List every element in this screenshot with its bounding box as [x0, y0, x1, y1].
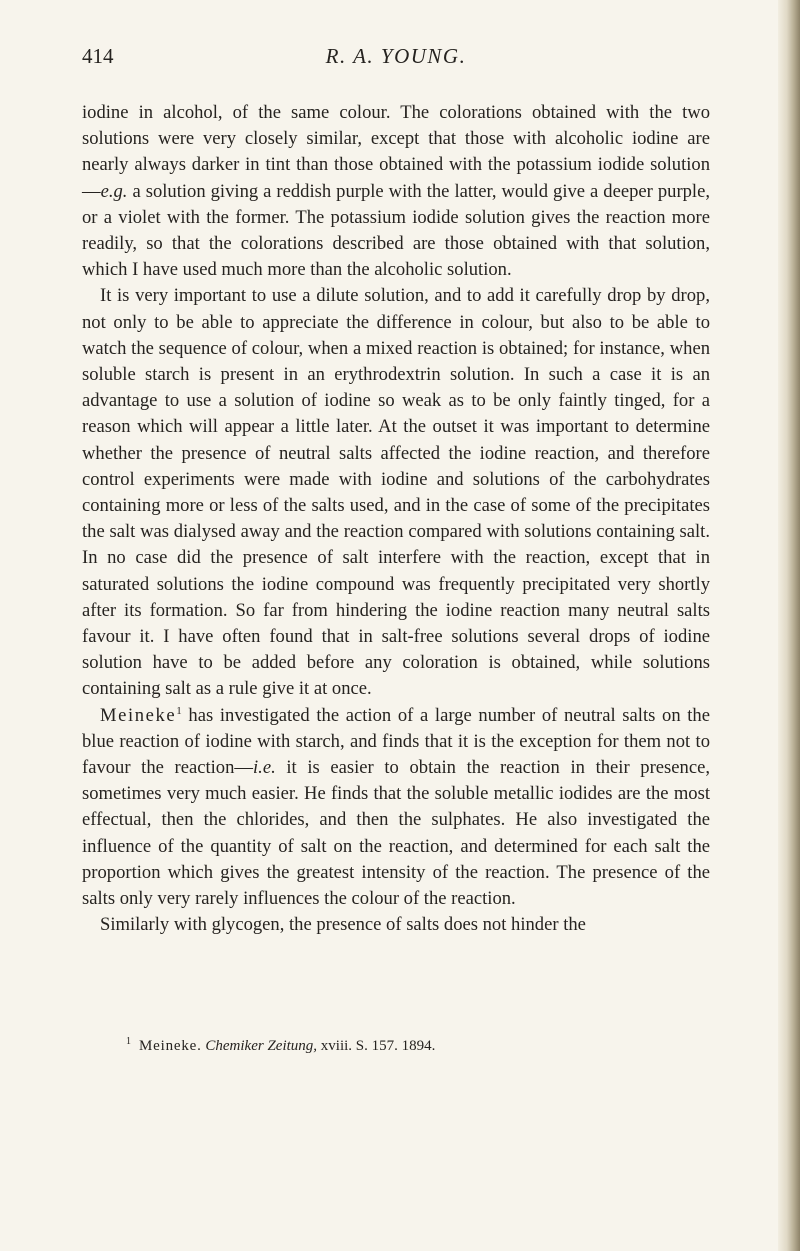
paragraph-2-text: It is very important to use a dilute solution, and to add it carefully drop by drop, not only to be able to appreciate the difference in colour, but also to be able to watch the sequence of colour, when a mixed reaction is obtained; for instance, when soluble starch is present in an erythrodextrin solution. In such a case it is an advantage to use a solution of iodine so weak as to be only faintly tinged, for a reason which will appear a little later. At the outset it was important to determine whether the presence of neutral salts affected the iodine reaction, and therefore control experiments were made with iodine and solutions of the carbohydrates containing more or less of the salts used, and in the case of some of the precipitates the salt was dialysed away and the reaction compared with solutions containing salt. In no case did the presence of salt interfere with the reaction, except that in saturated solutions the iodine compound was frequently precipitated very shortly after its formation. So far from hindering the iodine reaction many neutral salts favour it. I have often found that in salt-free solutions several drops of iodine solution have to be added before any coloration is obtained, while solutions containing salt as a rule give it at once. [82, 285, 710, 700]
running-head: R. A. YOUNG. [325, 44, 467, 68]
paragraph-2 [82, 283, 710, 702]
page-edge-shadow [778, 0, 800, 1251]
paragraph-4-text: Similarly with glycogen, the presence of salts does not hinder the [100, 914, 586, 936]
paragraph-1-end: a solution giving a reddish purple with the latter, would give a deeper purple, or a violet with the former. The potassium iodide solution gives the reaction more readily, so that the colorations described are those obtained with that solution, which I have used much more than the alcoholic solution. [82, 180, 710, 281]
page-number: 414 [82, 44, 114, 68]
footnote-marker: 1 [126, 1036, 131, 1047]
ie-abbrev: i.e. [253, 757, 276, 779]
page-header [82, 44, 710, 74]
paragraph-4 [82, 912, 710, 938]
footnote [126, 1036, 726, 1056]
footnote-journal: Chemiker Zeitung, [205, 1038, 318, 1054]
body-text [82, 100, 710, 939]
footnote-details: xviii. S. 157. 1894. [317, 1038, 436, 1054]
paragraph-1 [82, 100, 710, 283]
footnote-author: Meineke. [139, 1038, 202, 1054]
author-name: Meineke [100, 704, 177, 726]
paragraph-3-end: it is easier to obtain the reaction in their presence, sometimes very much easier. He finds that the soluble metallic iodides are the most effectual, then the chlorides, and then the sulphates. He also investigated the influence of the quantity of salt on the reaction, and determined for each salt the proportion which gives the greatest intensity of the reaction. The presence of the salts only very rarely influences the colour of the reaction. [82, 757, 710, 910]
eg-abbrev: e.g. [100, 180, 128, 202]
paragraph-3 [82, 703, 710, 913]
footnote-ref[interactable]: 1 [176, 704, 182, 717]
paragraph-3-text: has investigated the action of a large number of neutral salts on the blue reaction of iodine with starch, and finds that it is the exception for them not to favour the reaction— [82, 704, 710, 779]
paragraph-1-text: iodine in alcohol, of the same colour. The colorations obtained with the two solutions were very closely similar, except that those with alcoholic iodine are nearly always darker in tint than those obtained with the potassium iodide solution— [82, 102, 710, 202]
